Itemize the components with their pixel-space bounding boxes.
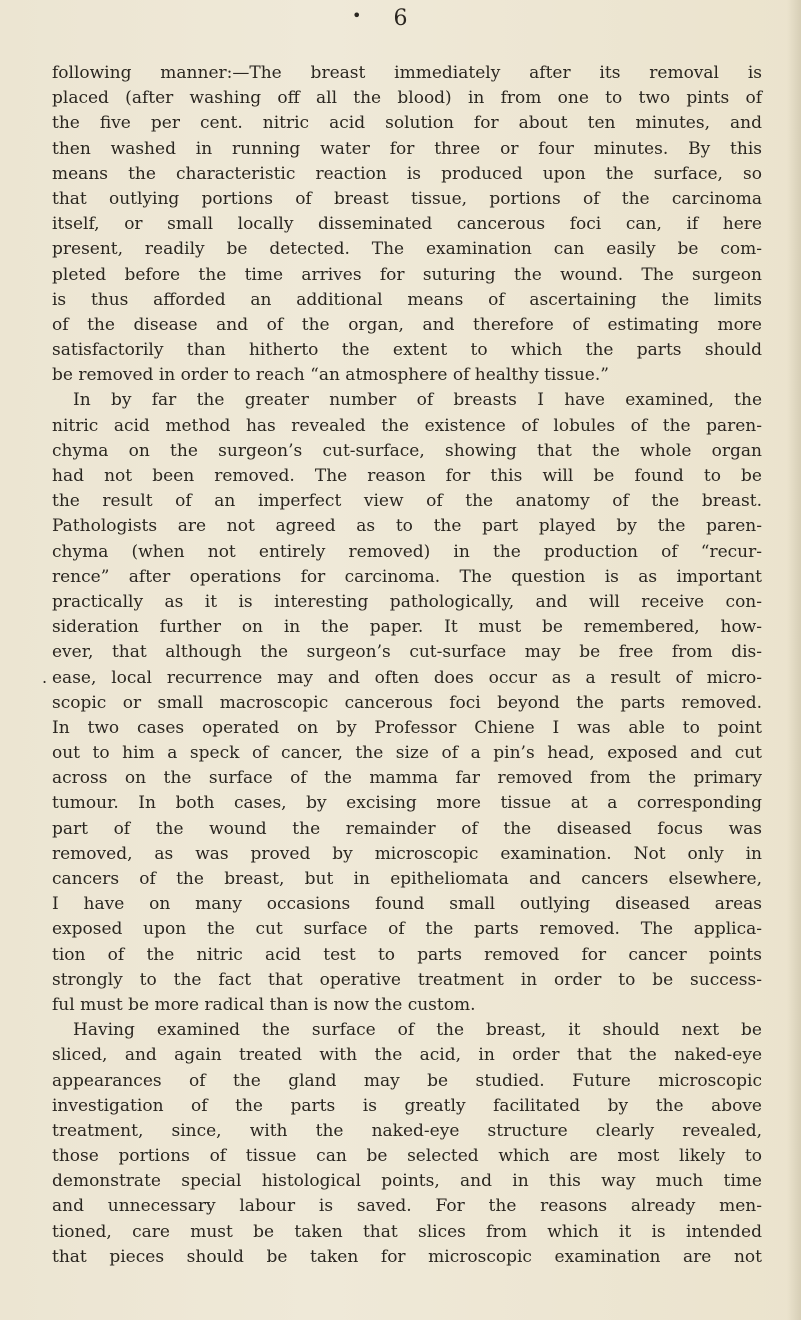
body-text [52,61,762,1270]
text-line: had not been removed. The reason for this will be found to be [52,466,762,486]
text-line: scopic or small macroscopic cancerous foci beyond the parts removed. [52,692,762,713]
text-line: satisfactorily than hitherto the extent to which the parts should [52,340,762,361]
text-line: Pathologists are not agreed as to the part played by the paren- [52,516,762,537]
text-line: demonstrate special histological points, and in this way much time [52,1171,762,1192]
text-line: the result of an imperfect view of the anatomy of the breast. [52,491,762,512]
text-line: strongly to the fact that operative treatment in order to be success- [52,969,762,990]
text-line: treatment, since, with the naked-eye structure clearly revealed, [52,1120,762,1141]
text-line: then washed in running water for three or four minutes. By this [52,138,762,159]
page-number: 6 [393,6,408,31]
text-line: and unnecessary labour is saved. For the reasons already men- [52,1196,762,1217]
text-line: exposed upon the cut surface of the parts removed. The applica- [52,919,762,940]
text-line: Having examined the surface of the breast, it should next be [73,1020,762,1041]
text-line: present, readily be detected. The examination can easily be com- [52,239,762,260]
text-line: that outlying portions of breast tissue, portions of the carcinoma [52,188,762,209]
text-line: cancers of the breast, but in epitheliomata and cancers elsewhere, [52,869,762,889]
text-line: removed, as was proved by microscopic examination. Not only in [52,843,762,864]
text-line: In by far the greater number of breasts I have examined, the [73,390,762,411]
text-line: those portions of tissue can be selected which are most likely to [52,1146,762,1167]
text-line: chyma on the surgeon’s cut-surface, showing that the whole organ [52,440,762,461]
text-line: placed (after washing off all the blood) in from one to two pints of [52,88,762,109]
text-line: chyma (when not entirely removed) in the production of “recur- [52,541,762,562]
text-line: ful must be more radical than is now the custom. [52,994,476,1015]
text-line: following manner:—The breast immediately after its removal is [52,63,762,83]
text-line: sideration further on in the paper. It must be remembered, how- [52,617,762,638]
text-line: investigation of the parts is greatly facilitated by the above [52,1095,762,1116]
margin-mark: . [42,668,48,687]
text-line: pleted before the time arrives for suturing the wound. The surgeon [52,264,762,285]
text-line: tioned, care must be taken that slices from which it is intended [52,1221,762,1242]
text-line: tion of the nitric acid test to parts removed for cancer points [52,944,762,965]
text-line: out to him a speck of cancer, the size of a pin’s head, exposed and cut [52,743,762,764]
text-line: appearances of the gland may be studied. Future microscopic [52,1070,762,1091]
text-line: ever, that although the surgeon’s cut-surface may be free from dis- [52,642,762,663]
text-line: be removed in order to reach “an atmosphere of healthy tissue.” [52,365,609,386]
text-line: means the characteristic reaction is produced upon the surface, so [52,163,762,184]
page-edge-shadow [787,0,801,1320]
text-line: nitric acid method has revealed the existence of lobules of the paren- [52,415,762,436]
text-line: that pieces should be taken for microscopic examination are not [52,1246,762,1267]
stray-mark: • [352,6,362,25]
text-line: is thus afforded an additional means of ascertaining the limits [52,289,762,310]
text-line: In two cases operated on by Professor Chiene I was able to point [52,717,762,738]
text-line: tumour. In both cases, by excising more tissue at a corresponding [52,793,762,814]
text-line: of the disease and of the organ, and therefore of estimating more [52,314,762,335]
text-line: sliced, and again treated with the acid, in order that the naked-eye [52,1045,762,1066]
text-line: ease, local recurrence may and often does occur as a result of micro- [52,667,762,688]
text-line: rence” after operations for carcinoma. The question is as important [52,566,762,587]
text-line: itself, or small locally disseminated cancerous foci can, if here [52,214,762,235]
text-line: part of the wound the remainder of the diseased focus was [52,818,762,839]
text-line: across on the surface of the mamma far removed from the primary [52,768,762,789]
text-line: practically as it is interesting pathologically, and will receive con- [52,591,762,612]
text-line: the five per cent. nitric acid solution for about ten minutes, and [52,113,762,134]
text-line: I have on many occasions found small outlying diseased areas [52,894,762,915]
